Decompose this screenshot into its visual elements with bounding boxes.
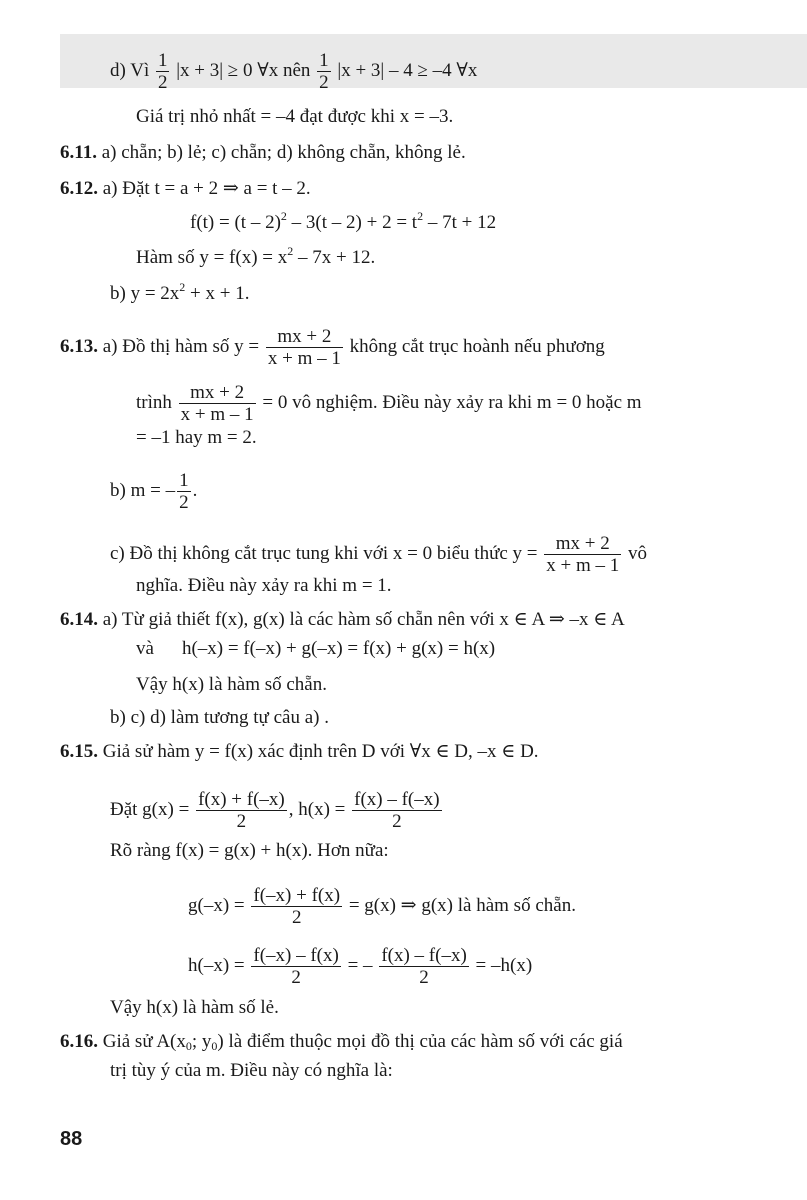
- line-6-14-and: và h(–x) = f(–x) + g(–x) = f(x) + g(x) = h(x): [136, 638, 496, 659]
- fraction: $\frac{f(x) + f(-x)}{2}$: [198, 789, 285, 832]
- line-6-13-c: c) Đồ thị không cắt trục tung khi với x = 0 biểu thức y = $\frac{mx + 2}{x + m - 1}$ vô: [110, 533, 648, 576]
- line-6-16-meaning: trị tùy ý của m. Điều này có nghĩa là:: [110, 1060, 393, 1081]
- min-value-line: Giá trị nhỏ nhất = –4 đạt được khi x = –3.: [136, 106, 454, 127]
- line-6-12-b: b) $y = 2x^2 + x + 1$.: [110, 280, 250, 304]
- fraction: $\frac{mx + 2}{x + m - 1}$: [180, 382, 254, 425]
- exercise-6-15: 6.15. Giả sử hàm y = f(x) xác định trên D với ∀x ∈ D, –x ∈ D.: [60, 741, 539, 762]
- fraction: $\frac{1}{2}$: [319, 50, 329, 93]
- line-g-even: g(–x) = $\frac{f(-x) + f(x)}{2}$ = g(x) ⇒ g(x) là hàm số chẵn.: [188, 885, 576, 928]
- exercise-6-16: 6.16. Giả sử $A(x_0$; $y_0$) là điểm thuộc mọi đồ thị của các hàm số với các giá: [60, 1031, 623, 1053]
- line-6-13-b: b) m = – $\frac{1}{2}$ .: [110, 470, 198, 513]
- line-6-13-c2: nghĩa. Điều này xảy ra khi m = 1.: [136, 575, 392, 596]
- exercise-6-14: 6.14. a) Từ giả thiết f(x), g(x) là các hàm số chẵn nên với x ∈ A ⇒ –x ∈ A: [60, 609, 625, 630]
- exercise-6-12: 6.12. a) Đặt t = a + 2 ⇒ a = t – 2.: [60, 178, 311, 199]
- line-6-15-define: Đặt g(x) = $\frac{f(x) + f(-x)}{2}$ , h(x) = $\frac{f(x) - f(-x)}{2}$: [110, 789, 440, 832]
- fraction: $\frac{mx + 2}{x + m - 1}$: [267, 326, 341, 369]
- fraction: $\frac{mx + 2}{x + m - 1}$: [546, 533, 620, 576]
- fraction: $\frac{1}{2}$: [157, 50, 168, 93]
- fraction: $\frac{f(-x) - f(x)}{2}$: [253, 945, 339, 988]
- fraction: $\frac{f(x) - f(-x)}{2}$: [381, 945, 467, 988]
- exercise-6-13: 6.13. a) Đồ thị hàm số y = $\frac{mx + 2}{x + m - 1}$ không cắt trục hoành nếu phương: [60, 326, 605, 369]
- exercise-6-11: 6.11. a) chẵn; b) lẻ; c) chẵn; d) không chẵn, không lẻ.: [60, 142, 466, 163]
- line-6-15-conclusion: Vậy h(x) là hàm số lẻ.: [110, 997, 279, 1018]
- line-h-odd: h(–x) = $\frac{f(-x) - f(x)}{2}$ = – $\frac{f(x) - f(-x)}{2}$ = –h(x): [188, 945, 533, 988]
- line-6-14-conclusion: Vậy h(x) là hàm số chẵn.: [136, 674, 327, 695]
- line-6-14-bcd: b) c) d) làm tương tự câu a) .: [110, 707, 329, 728]
- fraction: $\frac{1}{2}$: [179, 470, 189, 513]
- fraction: $\frac{f(-x) + f(x)}{2}$: [253, 885, 341, 928]
- line-ham-so: Hàm số $y = f(x) = x^2 - 7x + 12$.: [136, 244, 376, 268]
- line-6-13-a3: = –1 hay m = 2.: [136, 427, 257, 448]
- line-6-13-a2: trình $\frac{mx + 2}{x + m - 1}$ = 0 vô nghiệm. Điều này xảy ra khi m = 0 hoặc m: [136, 382, 642, 425]
- line-f-of-t: $f(t) = (t - 2)^2 - 3(t - 2) + 2 = t^2 - 7t + 12$: [190, 209, 497, 233]
- line-d-inequality: d) Vì $\frac{1}{2}$ |x + 3| ≥ 0 ∀x nên $\frac{1}{2}$ |x + 3| – 4 ≥ –4 ∀x: [110, 50, 478, 93]
- page-number: 88: [60, 1128, 83, 1150]
- line-6-15-clearly: Rõ ràng f(x) = g(x) + h(x). Hơn nữa:: [110, 840, 389, 861]
- fraction: $\frac{f(x) - f(-x)}{2}$: [354, 789, 440, 832]
